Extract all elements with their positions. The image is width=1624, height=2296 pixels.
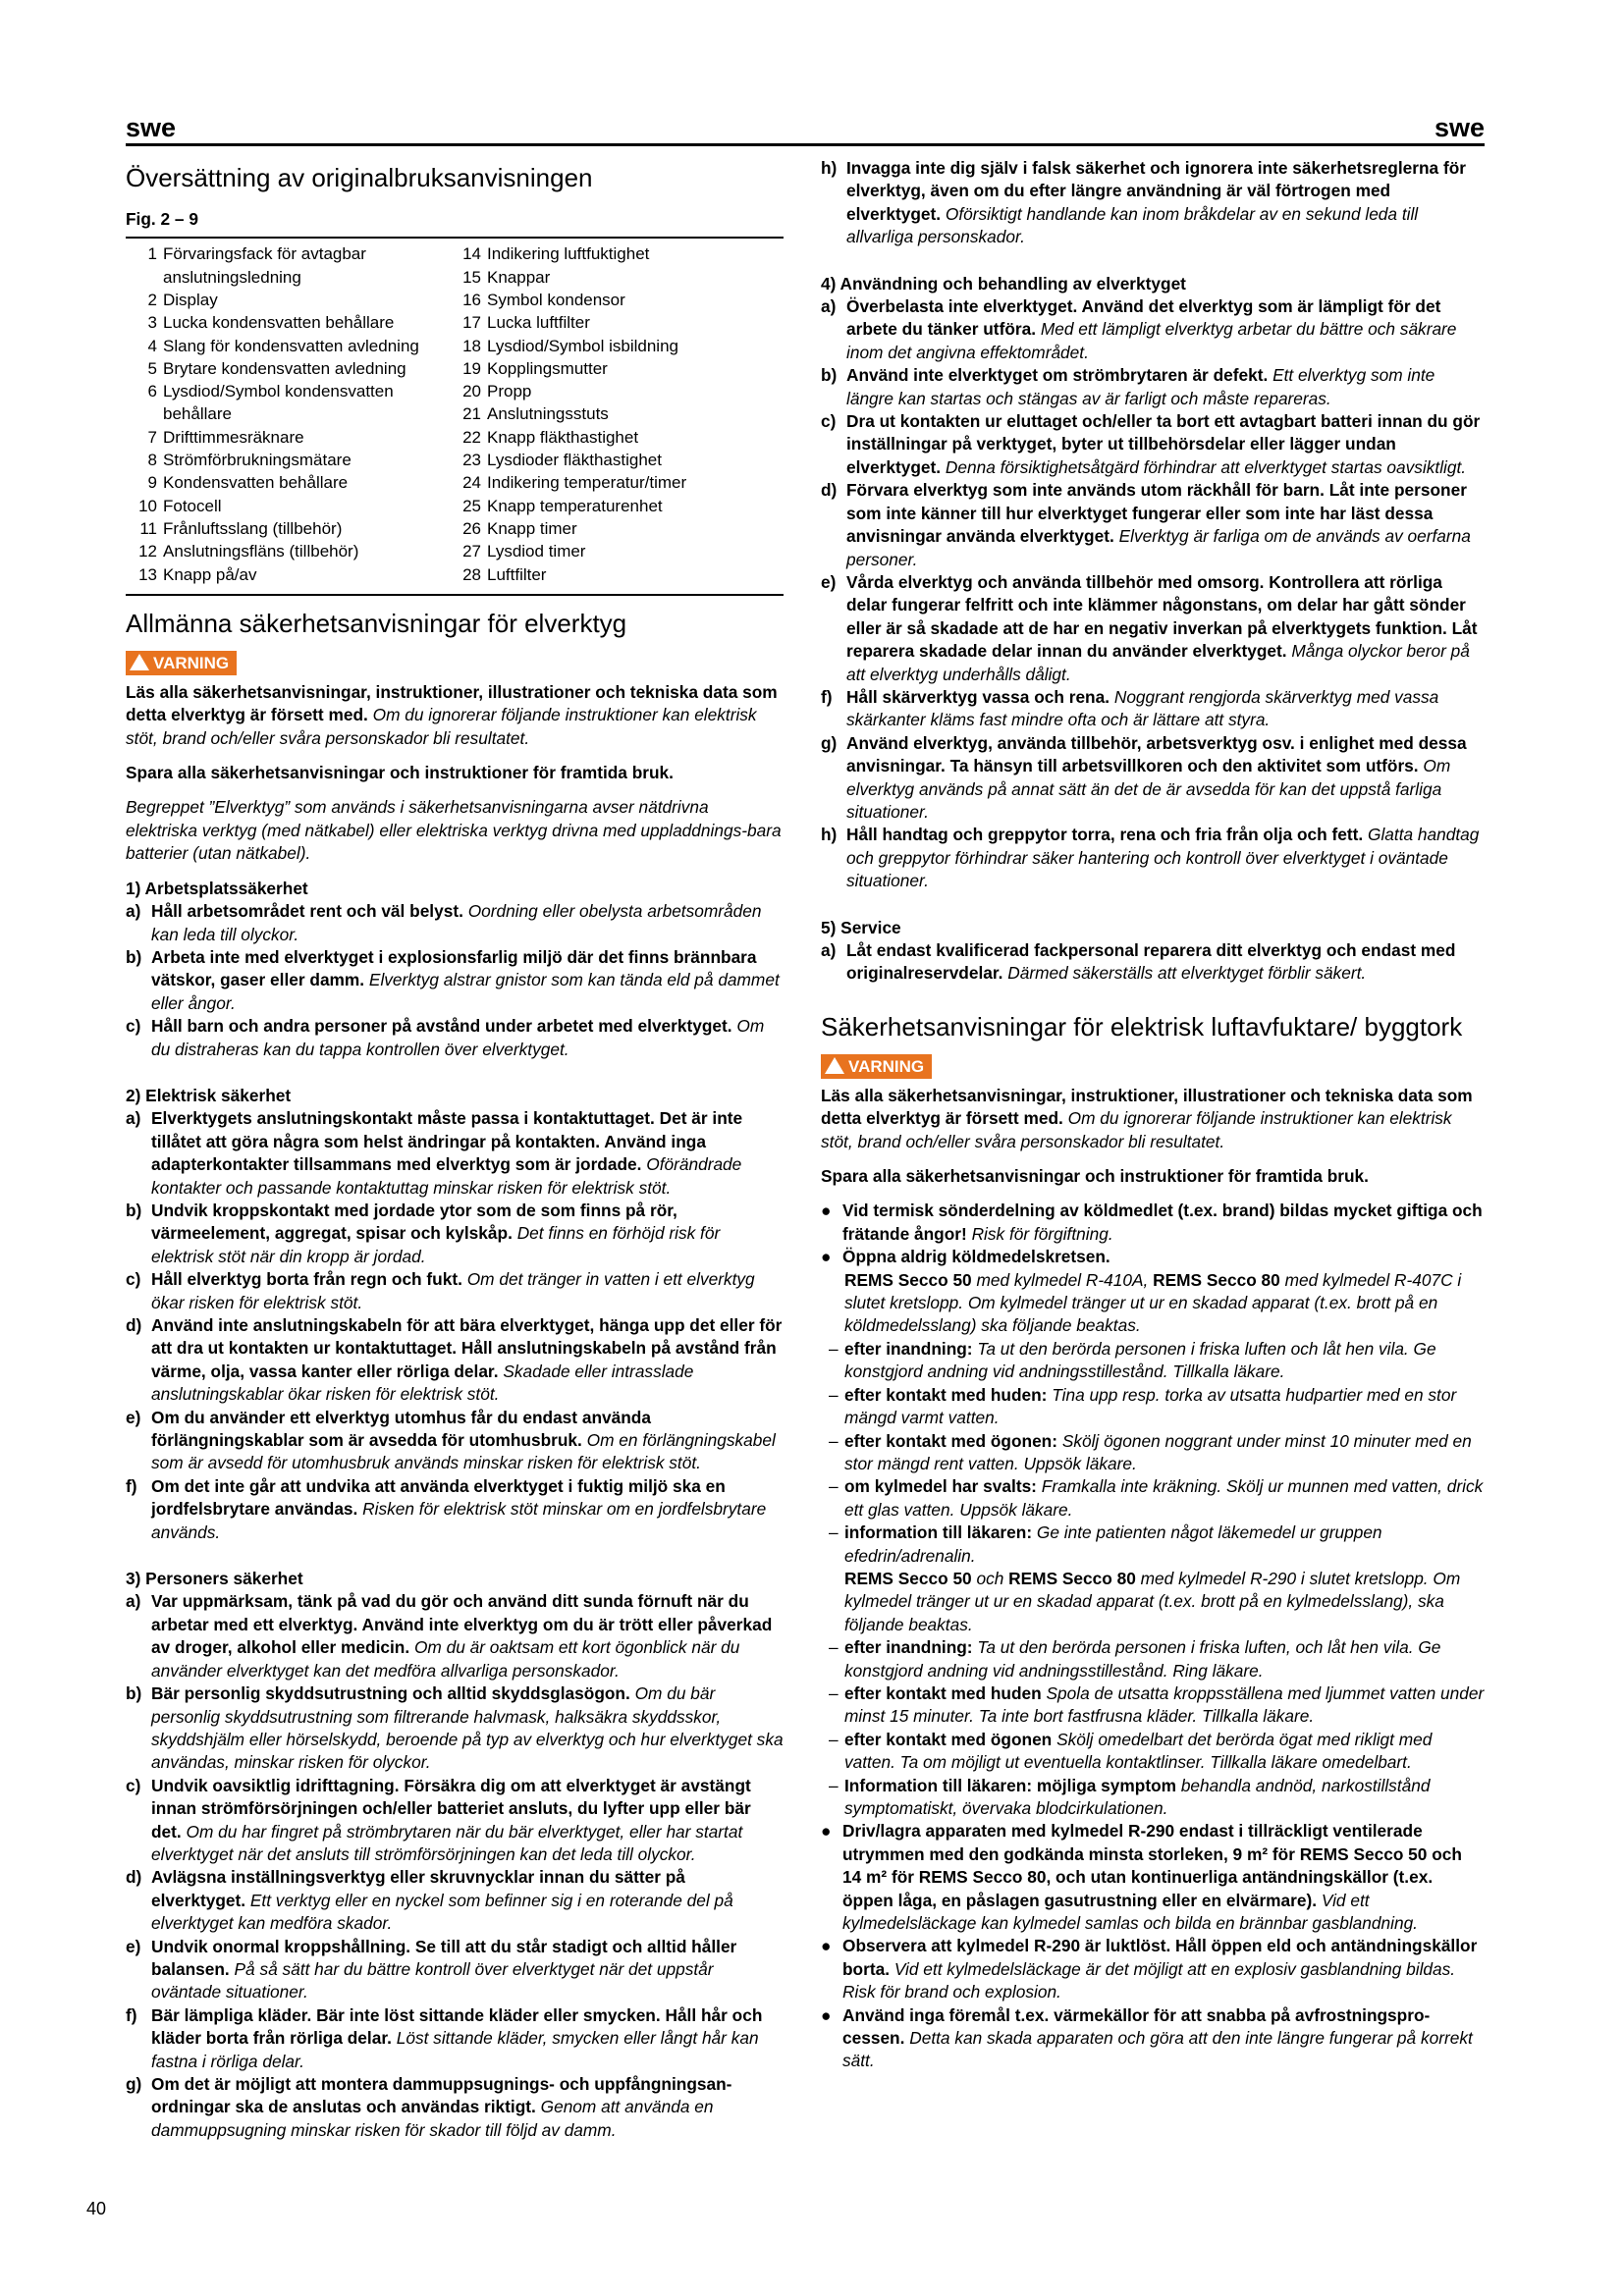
legend-item-text: Fotocell [163, 496, 222, 515]
figure-rule [126, 237, 784, 239]
section-3-item-f: f) Bär lämpliga kläder. Bär inte löst sittande kläder eller smycken. Håll hår och kläder borta från rörliga delar. Löst sittande kläder, smycken eller långt hår kan fastna i rörliga delar. [126, 2004, 763, 2071]
legend-item-number: 6 [147, 382, 157, 401]
warning-label-2: VARNING [848, 1056, 925, 1076]
general-intro: Läs alla säkerhetsanvisningar, instruktioner, illustrationer och tekniska data som detta elverktyg är försett med. Om du ignorerar följande instruktioner kan elektrisk stöt, brand och/eller svåra personskador bli resultatet. [126, 681, 778, 748]
legend-item-text: Lucka kondensvatten behållare [163, 313, 395, 333]
legend-item-text: Slang för kondensvatten avledning [163, 336, 419, 355]
section-3-item-a: a) Var uppmärksam, tänk på vad du gör och använd ditt sunda förnuft när du arbetar med ett elverktyg. Använd inte elverktyg om du är trött eller påverkad av droger, alkohol eller medicin. Om du är oaktsam ett kort ögonblick när du använder elverktyget kan det medföra allvarliga personskador. [126, 1591, 773, 1681]
section-1-item-b: b) Arbeta inte med elverktyget i explosionsfarlig miljö där det finns brännbara vätskor, gaser eller damm. Elverktyg alstrar gnistor som kan tända eld på dammet eller ångor. [126, 946, 780, 1013]
legend-item-number: 24 [462, 473, 481, 493]
legend-item [450, 495, 774, 517]
warning-triangle-icon [825, 1057, 844, 1074]
legend-item [450, 563, 774, 586]
legend-item-number: 4 [147, 336, 157, 355]
section-4-title: 4) Användning och behandling av elverktyget [821, 273, 1186, 294]
legend-item [450, 517, 774, 540]
legend-item-text: Indikering temperatur/timer [487, 473, 687, 493]
legend-item-number: 5 [147, 358, 157, 378]
section-4-item-b: b) Använd inte elverktyget om strömbrytaren är defekt. Ett elverktyg som inte längre kan startas och stängas av är farligt och måste repareras. [821, 365, 1435, 408]
legend-item-number: 2 [147, 291, 157, 309]
legend-item-text: Lysdioder fläkthastighet [487, 451, 662, 470]
section-1-title: 1) Arbetsplatssäkerhet [126, 878, 308, 898]
general-safety-heading: Allmänna säkerhetsanvisningar för elverktyg [126, 608, 627, 638]
section-2-item-f: f) Om det inte går att undvika att använda elverktyget i fuktig miljö ska en jordfelsbrytare användas. Risken för elektrisk stöt minskar om en jordfelsbrytare används. [126, 1475, 767, 1542]
r290-first-aid-inhalation: – efter inandning: Ta ut den berörda personen i friska luften, och låt hen vila. Ge konstgjord andning vid andningsstillestånd. Ring läkare. [829, 1637, 1441, 1681]
section-2-item-a: a) Elverktygets anslutningskontakt måste passa i kontaktuttaget. Det är inte tillåtet att göra några som helst ändringar på kontakten. Använd inga adapterkontakter tillsammans med elverktyg som är jordade. Oförändrade kontakter och passande kontaktuttag minskar risken för elektrisk stöt. [126, 1108, 743, 1198]
legend-item-number: 9 [147, 473, 157, 493]
bullet-defrost: ● Använd inga föremål t.ex. värmekällor för att snabba på avfrostningspro-cessen. Detta kan skada apparaten och göra att den inte längre fungerar på korrekt sätt. [821, 2004, 1485, 2073]
section-4-item-a: a) Överbelasta inte elverktyget. Använd det elverktyg som är lämpligt för det arbete du tänker utföra. Med ett lämpligt elverktyg arbetar du bättre och säkrare inom det angivna effektområdet. [821, 296, 1457, 362]
section-3-title: 3) Personers säkerhet [126, 1569, 303, 1589]
legend-item-text: Propp [487, 382, 532, 401]
section-1-item-a: a) Håll arbetsområdet rent och väl belyst. Oordning eller obelysta arbetsområden kan leda till olyckor. [126, 901, 762, 944]
secco-r410a-note: REMS Secco 50 med kylmedel R-410A, REMS Secco 80 med kylmedel R-407C i slutet kretslopp. Om kylmedel tränger ut ur en skadad apparat (t.ex. brott på en köldmedelsslang) ska följande beaktas. [844, 1269, 1462, 1336]
section-3-item-g: g) Om det är möjligt att montera dammuppsugnings- och uppfångningsan-ordningar ska de anslutas och användas riktigt. Genom att använda en dammuppsugning minskar risken för skador till följd av damm. [126, 2074, 732, 2140]
legend-item-text: Knapp på/av [163, 564, 257, 584]
legend-item-text: Lysdiod/Symbol isbildning [487, 336, 678, 355]
legend-item-text: Indikering luftfuktighet [487, 244, 650, 264]
legend-item [126, 380, 450, 426]
r290-doctor-info: – Information till läkaren: möjliga symptom behandla andnöd, narkostillstånd symptomatiskt, övervaka blodcirkulationen. [829, 1775, 1431, 1818]
legend-item-text: Knapp timer [487, 518, 577, 538]
legend-item-text: Lysdiod timer [487, 542, 586, 561]
section-3-item-h: h) Invagga inte dig själv i falsk säkerhet och ignorera inte säkerhetsreglerna för elverktyg, även om du efter längre användning är väl förtrogen med elverktyget. Oförsiktigt handlande kan inom bråkdelar av en sekund leda till allvarliga personskador. [821, 158, 1466, 247]
legend-item-text: Lucka luftfilter [487, 313, 590, 333]
section-1-item-c: c) Håll barn och andra personer på avstånd under arbetet med elverktyget. Om du distraheras kan du tappa kontrollen över elverktyget. [126, 1016, 765, 1059]
legend-item [450, 242, 774, 265]
legend-item [126, 357, 450, 380]
r290-first-aid-eyes: – efter kontakt med ögonen Skölj omedelbart det berörda ögat med rikligt med vatten. Ta om möjligt ut eventuella kontaktlinser. Tillkalla läkare omedelbart. [829, 1729, 1433, 1773]
legend-item [126, 289, 450, 311]
section-3-item-b: b) Bär personlig skyddsutrustning och alltid skyddsglasögon. Om du bär personlig skyddsutrustning som filtrerande halvmask, halksäkra skyddsskor, skyddshjälm eller hörselskydd, beroende på typ av elverktyg och hur elverktyget ska användas, minskar risken för olyckor. [126, 1683, 784, 1773]
section-5-item-a: a) Låt endast kvalificerad fackpersonal reparera ditt elverktyg och endast med originalreservdelar. Därmed säkerställs att elverktyget förblir säkert. [821, 940, 1456, 984]
page-title: Översättning av originalbruksanvisningen [126, 163, 593, 192]
warning-badge [126, 651, 237, 675]
legend-item [126, 335, 450, 357]
legend-item [450, 449, 774, 471]
section-4-item-e: e) Vårda elverktyg och använda tillbehör med omsorg. Kontrollera att rörliga delar fungerar felfritt och inte klämmer någonstans, om delar har gått sönder eller är så skadade att de har en negativ inverkan på elverktygets funktion. Låt reparera skadade delar innan du använder elverktyget. Många olyckor beror på att elverktyg underhålls dåligt. [821, 571, 1478, 684]
bullet-dot-icon: ● [821, 1936, 832, 1956]
section-2-item-e: e) Om du använder ett elverktyg utomhus får du endast använda förlängningskablar som är avsedda för utomhusbruk. Om en förlängningskabel som är avsedd för utomhusbruk används minskar risken för elektrisk stöt. [126, 1407, 776, 1473]
legend-item-text: Lysdiod/Symbol kondensvatten behållare [163, 382, 394, 424]
legend-item [126, 540, 450, 562]
figure-legend [126, 242, 784, 585]
legend-item-number: 25 [462, 496, 481, 515]
legend-item-number: 10 [138, 496, 157, 515]
bullet-ventilation: ● Driv/lagra apparaten med kylmedel R-290 endast i tillräckligt ventilerade utrymmen med den godkända minsta storleken, 9 m² för REMS Secco 50 och 14 m² för REMS Secco 80, och utan kontinuerliga antändningskällor (t.ex. öppen låga, en påslagen gasutrustning eller en elvärmare). Vid ett kylmedelsläckage kan kylmedel samlas och bilda en brännbar gasblandning. [821, 1820, 1485, 1935]
legend-item [450, 289, 774, 311]
legend-item-text: Anslutningsstuts [487, 404, 609, 424]
general-keep-note: Spara alla säkerhetsanvisningar och instruktioner för framtida bruk. [126, 763, 674, 783]
bullet-dot-icon: ● [821, 1821, 832, 1842]
legend-item [126, 426, 450, 449]
warning-label: VARNING [153, 653, 230, 672]
section-2-item-c: c) Håll elverktyg borta från regn och fukt. Om det tränger in vatten i ett elverktyg ökar risken för elektrisk stöt. [126, 1269, 755, 1312]
legend-item-text: Anslutningsfläns (tillbehör) [163, 542, 359, 561]
section-3-item-c: c) Undvik oavsiktlig idrifttagning. Försäkra dig om att elverktyget är avstängt innan strömförsörjningen och/eller batteriet ansluts, du lyfter upp eller bär det. Om du har fingret på strömbrytaren när du bär elverktyget, eller har startat elverktyget när det ansluts till strömförsörjningen kan det leda till olyckor. [126, 1775, 751, 1864]
legend-item-text: Symbol kondensor [487, 291, 625, 309]
legend-item-number: 21 [462, 404, 481, 424]
legend-item [450, 311, 774, 334]
legend-item-number: 1 [147, 244, 157, 264]
legend-item-text: Drifttimmesräknare [163, 427, 304, 447]
legend-item [450, 335, 774, 357]
section-3-item-e: e) Undvik onormal kroppshållning. Se till att du står stadigt och alltid håller balansen. På så sätt har du bättre kontroll över elverktyget när det uppstår oväntade situationer. [126, 1936, 737, 2002]
legend-item-text: Luftfilter [487, 564, 547, 584]
legend-item-text: Kopplingsmutter [487, 358, 608, 378]
section-4-item-f: f) Håll skärverktyg vassa och rena. Noggrant rengjorda skärverktyg med vassa skärkanter kläms fast mindre ofta och är lättare att styra. [821, 686, 1439, 730]
legend-item-text: Display [163, 291, 218, 309]
section-4-item-c: c) Dra ut kontakten ur eluttaget och/eller ta bort ett avtagbart batteri innan du gör inställningar på verktyget, byter ut tillbehörsdelar eller lägger undan elverktyget. Denna försiktighetsåtgärd förhindrar att elverktyget startas oavsiktligt. [821, 411, 1481, 477]
legend-item-number: 20 [462, 382, 481, 401]
legend-item-number: 15 [462, 267, 481, 287]
dehumid-intro: Läs alla säkerhetsanvisningar, instruktioner, illustrationer och tekniska data som detta elverktyg är försett med. Om du ignorerar följande instruktioner kan elektrisk stöt, brand och/eller svåra personskador bli resultatet. [821, 1085, 1473, 1151]
legend-item [126, 471, 450, 494]
legend-item-text: Knapp temperaturenhet [487, 496, 663, 515]
header-lang-left: swe [126, 113, 177, 142]
legend-item [126, 311, 450, 334]
legend-separator [126, 594, 784, 596]
legend-item [450, 471, 774, 494]
section-4-item-h: h) Håll handtag och greppytor torra, rena och fria från olja och fett. Glatta handtag och greppytor förhindrar säker hantering och kontroll över elverktyget i oväntade situationer. [821, 825, 1480, 891]
legend-item [450, 402, 774, 425]
header-lang-right: swe [1434, 113, 1485, 142]
legend-item-number: 3 [147, 313, 157, 333]
legend-item [126, 495, 450, 517]
legend-item-number: 16 [462, 291, 481, 309]
legend-item-text: Förvaringsfack för avtagbar anslutningsledning [163, 244, 366, 287]
legend-item-text: Frånluftsslang (tillbehör) [163, 518, 343, 538]
header-rule [126, 143, 1485, 146]
legend-item-text: Knappar [487, 267, 551, 287]
legend-item [450, 540, 774, 562]
section-4-item-g: g) Använd elverktyg, använda tillbehör, arbetsverktyg osv. i enlighet med dessa anvisningar. Ta hänsyn till arbetsvillkoren och den aktivitet som utförs. Om elverktyg används på annat sätt än det de är avsedda för kan det uppstå farliga situationer. [821, 732, 1467, 822]
legend-item-number: 28 [462, 564, 481, 584]
legend-item-number: 7 [147, 427, 157, 447]
section-2-title: 2) Elektrisk säkerhet [126, 1085, 292, 1105]
section-2-item-b: b) Undvik kroppskontakt med jordade ytor som de som finns på rör, värmeelement, aggregat, spisar och kylskåp. Det finns en förhöjd risk för elektrisk stöt när din kropp är jordad. [126, 1200, 721, 1266]
legend-item-number: 11 [139, 518, 157, 538]
legend-item-text: Strömförbrukningsmätare [163, 451, 352, 470]
legend-item-text: Kondensvatten behållare [163, 473, 349, 493]
first-aid-eyes: – efter kontakt med ögonen: Skölj ögonen noggrant under minst 10 minuter med en stor mängd rent vatten. Uppsök läkare. [829, 1430, 1472, 1473]
first-aid-swallowed: – om kylmedel har svalts: Framkalla inte kräkning. Skölj ur munnen med vatten, drick ett glas vatten. Uppsök läkare. [829, 1476, 1484, 1520]
legend-item [450, 426, 774, 449]
first-aid-doctor-info: – information till läkaren: Ge inte patienten något läkemedel ur gruppen efedrin/adrenalin. [829, 1522, 1382, 1566]
legend-item-number: 17 [462, 313, 481, 333]
legend-item-number: 13 [138, 564, 157, 584]
left-column [126, 157, 784, 2142]
figure-label: Fig. 2 – 9 [126, 209, 198, 229]
legend-item-number: 19 [462, 358, 481, 378]
bullet-dot-icon: ● [821, 2004, 832, 2025]
bullet-thermal: ● Vid termisk sönderdelning av köldmedlet (t.ex. brand) bildas mycket giftiga och frätande ångor! Risk för förgiftning. [821, 1200, 1485, 1246]
legend-item-number: 14 [462, 244, 481, 264]
general-definition: Begreppet ”Elverktyg” som används i säkerhetsanvisningarna avser nätdrivna elektriska verktyg (med nätkabel) eller elektriska verktyg drivna med uppladdnings-bara batterier (utan nätkabel). [126, 797, 782, 864]
dehumidifier-safety-heading: Säkerhetsanvisningar för elektrisk luftavfuktare/ byggtork [821, 1011, 1463, 1041]
bullet-dot-icon: ● [821, 1201, 832, 1221]
bullet-never-open: ● Öppna aldrig köldmedelskretsen. [821, 1246, 1485, 1268]
first-aid-skin: – efter kontakt med huden: Tina upp resp. torka av utsatta hudpartier med en stor mängd varmt vatten. [829, 1384, 1457, 1428]
legend-item-number: 18 [462, 336, 481, 355]
section-5-title: 5) Service [821, 917, 901, 937]
legend-right-column [450, 242, 774, 585]
legend-item [126, 563, 450, 586]
warning-triangle-icon [130, 654, 149, 670]
bullet-odorless: ● Observera att kylmedel R-290 är luktlöst. Håll öppen eld och antändningskällor borta. Vid ett kylmedelsläckage är det möjligt att en explosiv gasblandning bildas. Risk för brand och explosion. [821, 1935, 1485, 2003]
legend-item-number: 12 [138, 542, 157, 561]
legend-item-number: 22 [462, 427, 481, 447]
legend-item [450, 380, 774, 402]
legend-item [450, 357, 774, 380]
legend-item-number: 26 [462, 518, 481, 538]
bullet-dot-icon: ● [821, 1247, 832, 1267]
r290-first-aid-skin: – efter kontakt med huden Spola de utsatta kroppsställena med ljummet vatten under minst 15 minuter. Ta inte bort fastfrusna kläder. Tillkalla läkare. [829, 1682, 1485, 1727]
warning-badge-2 [821, 1054, 932, 1079]
legend-item [126, 449, 450, 471]
secco-r290-note: REMS Secco 50 och REMS Secco 80 med kylmedel R-290 i slutet kretslopp. Om kylmedel tränger ut ur en skadad apparat (t.ex. brott på en kylmedelsslang), ska följande beaktas. [844, 1568, 1461, 1634]
legend-left-column [126, 242, 450, 585]
legend-item-text: Knapp fläkthastighet [487, 427, 639, 447]
section-2-item-d: d) Använd inte anslutningskabeln för att bära elverktyget, hänga upp det eller för att dra ut kontakten ur kontaktuttaget. Håll anslutningskabeln på avstånd från värme, olja, vassa kanter eller rörliga delar. Skadade eller intrasslade anslutningskablar ökar risken för elektrisk stöt. [126, 1315, 783, 1405]
legend-item-text: Brytare kondensvatten avledning [163, 358, 406, 378]
right-column [821, 157, 1485, 2073]
legend-item-number: 23 [462, 451, 481, 470]
page-number: 40 [86, 2199, 107, 2218]
legend-item [126, 517, 450, 540]
legend-item [450, 266, 774, 289]
section-3-item-d: d) Avlägsna inställningsverktyg eller skruvnycklar innan du sätter på elverktyget. Ett verktyg eller en nyckel som befinner sig i en roterande del på elverktyget kan medföra skador. [126, 1867, 733, 1934]
section-4-item-d: d) Förvara elverktyg som inte används utom räckhåll för barn. Låt inte personer som inte känner till hur elverktyget fungerar eller som inte har läst dessa anvisningar använda elverktyget. Elverktyg är farliga om de används av oerfarna personer. [821, 480, 1471, 569]
first-aid-inhalation: – efter inandning: Ta ut den berörda personen i friska luften och låt hen vila. Ge konstgjord andning vid andningsstillestånd. Tillkalla läkare. [829, 1338, 1436, 1382]
dehumid-keep-note: Spara alla säkerhetsanvisningar och instruktioner för framtida bruk. [821, 1166, 1369, 1187]
legend-item-number: 27 [462, 542, 481, 561]
legend-item [126, 242, 450, 289]
legend-item-number: 8 [147, 451, 157, 470]
